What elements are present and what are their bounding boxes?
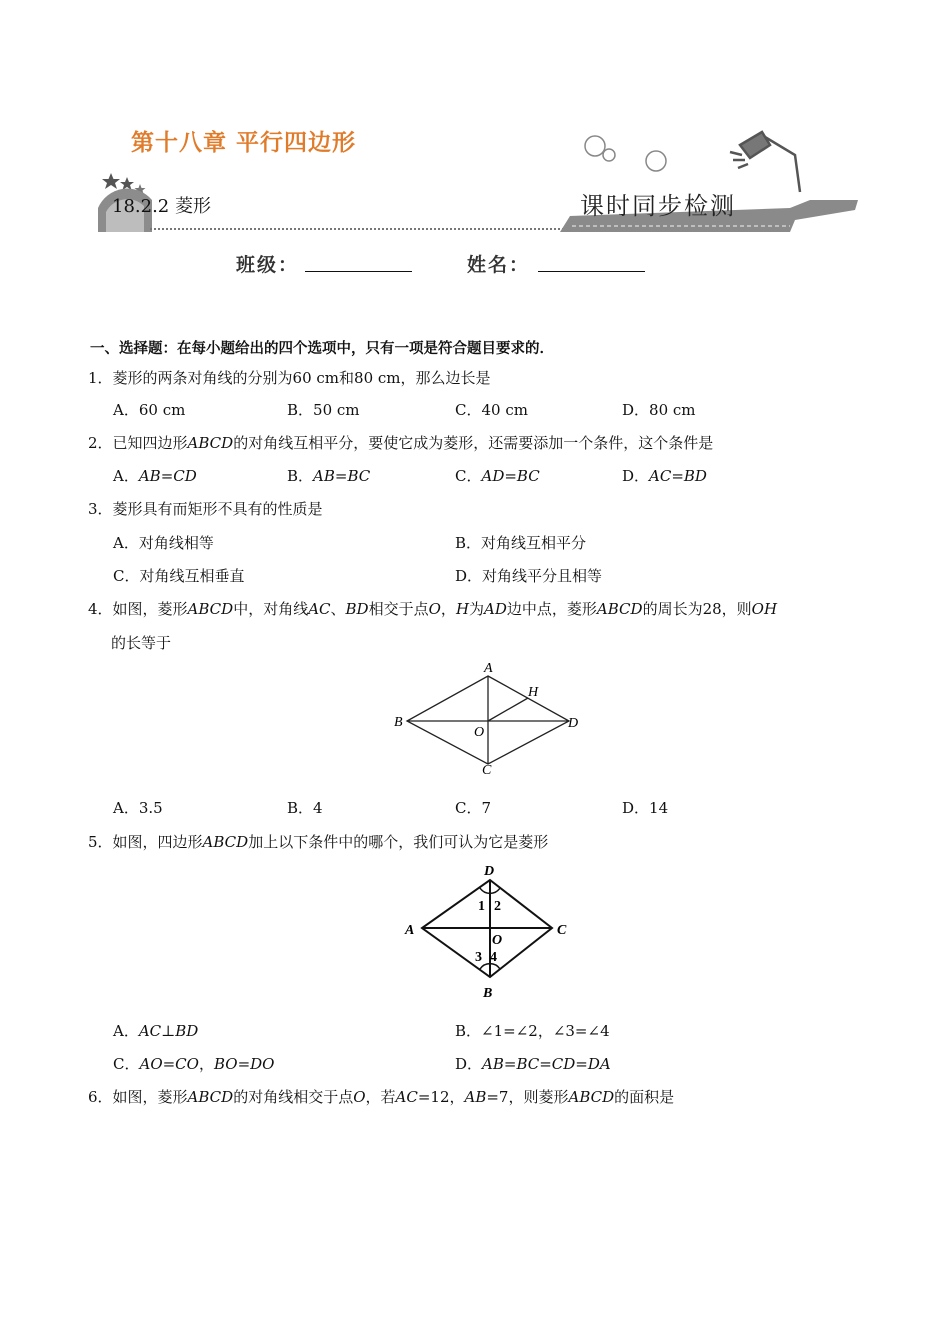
- rhombus-figure-q4: [388, 660, 588, 780]
- name-label: 姓名：: [467, 254, 531, 276]
- q4-option-a[interactable]: A．3.5: [113, 799, 163, 817]
- desk-lamp-icon: [730, 132, 800, 192]
- angle-2: 2: [494, 899, 501, 914]
- q5-option-d[interactable]: D．AB=BC=CD=DA: [455, 1055, 611, 1073]
- q4-option-c[interactable]: C．7: [455, 799, 492, 817]
- q5-option-b[interactable]: B．∠1=∠2，∠3=∠4: [455, 1022, 610, 1040]
- q2-option-c[interactable]: C．AD=BC: [455, 467, 540, 485]
- q5-option-a[interactable]: A．AC⊥BD: [113, 1022, 199, 1040]
- question-3: 3．菱形具有而矩形不具有的性质是: [88, 500, 323, 518]
- question-5: 5．如图，四边形ABCD加上以下条件中的哪个，我们可认为它是菱形: [88, 833, 549, 851]
- label-d: D: [484, 864, 495, 879]
- q3-option-c[interactable]: C．对角线互相垂直: [113, 567, 245, 585]
- angle-3: 3: [475, 950, 482, 965]
- rhombus-figure-q5: [400, 860, 580, 1002]
- banner-text: 课时同步检测: [580, 192, 736, 220]
- q1-option-b[interactable]: B．50 cm: [287, 401, 360, 419]
- angle-1: 1: [478, 899, 485, 914]
- q1-option-c[interactable]: C．40 cm: [455, 401, 528, 419]
- section-title: 18.2.2 菱形: [112, 196, 211, 217]
- part-one-heading: 一、选择题：在每小题给出的四个选项中，只有一项是符合题目要求的．: [90, 341, 554, 357]
- q2-option-d[interactable]: D．AC=BD: [622, 467, 707, 485]
- bubble-icon: [585, 136, 605, 156]
- q3-option-b[interactable]: B．对角线互相平分: [455, 534, 587, 552]
- bubble-icon: [603, 149, 615, 161]
- q2-option-b[interactable]: B．AB=BC: [287, 467, 371, 485]
- question-4-line-2: 的长等于: [111, 634, 172, 652]
- question-4: 4．如图，菱形ABCD中，对角线AC、BD相交于点O，H为AD边中点，菱形ABCD的周长为28，则OH: [88, 600, 778, 618]
- label-o: O: [474, 725, 485, 740]
- q4-option-b[interactable]: B．4: [287, 799, 323, 817]
- question-2: 2．已知四边形ABCD的对角线互相平分，要使它成为菱形，还需要添加一个条件，这个条件是: [88, 434, 714, 452]
- label-a: A: [405, 923, 415, 938]
- label-b: B: [394, 715, 403, 730]
- bubble-icon: [646, 151, 666, 171]
- label-h: H: [528, 685, 539, 700]
- star-icon: [120, 177, 134, 190]
- label-b: B: [483, 986, 493, 1001]
- chapter-title: 第十八章 平行四边形: [131, 130, 357, 156]
- q5-option-c[interactable]: C．AO=CO，BO=DO: [113, 1055, 275, 1073]
- q3-option-d[interactable]: D．对角线平分且相等: [455, 567, 603, 585]
- question-6: 6．如图，菱形ABCD的对角线相交于点O，若AC=12，AB=7，则菱形ABCD的面积是: [88, 1088, 675, 1106]
- q1-option-d[interactable]: D．80 cm: [622, 401, 696, 419]
- name-field[interactable]: [538, 251, 645, 272]
- label-c: C: [557, 923, 567, 938]
- label-c: C: [482, 763, 492, 778]
- class-field[interactable]: [305, 251, 412, 272]
- angle-4: 4: [490, 950, 497, 965]
- star-icon: [102, 173, 120, 189]
- class-label: 班级：: [236, 254, 300, 276]
- q3-option-a[interactable]: A．对角线相等: [113, 534, 214, 552]
- label-o: O: [492, 933, 503, 948]
- q1-option-a[interactable]: A．60 cm: [113, 401, 186, 419]
- q4-option-d[interactable]: D．14: [622, 799, 669, 817]
- q2-option-a[interactable]: A．AB=CD: [113, 467, 197, 485]
- label-d: D: [568, 716, 579, 731]
- question-1: 1．菱形的两条对角线的分别为60 cm和80 cm，那么边长是: [88, 369, 491, 387]
- label-a: A: [484, 661, 493, 676]
